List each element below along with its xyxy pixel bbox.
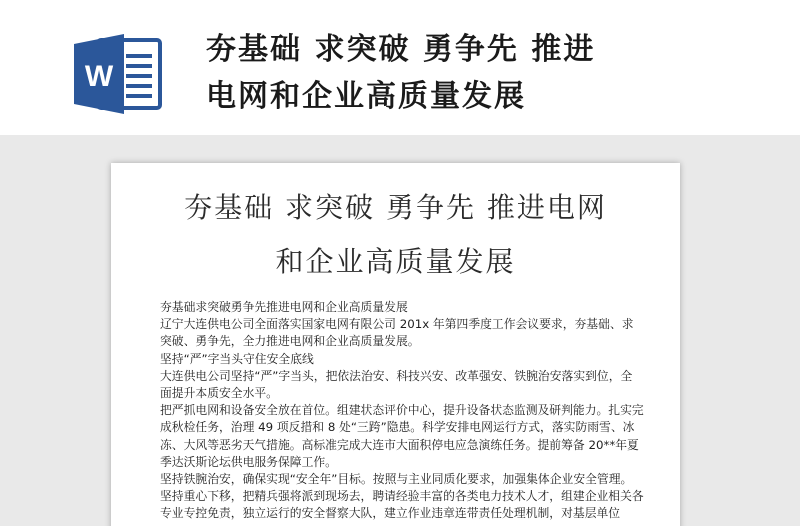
paragraph: 把严抓电网和设备安全放在首位。组建状态评价中心，提升设备状态监测及研判能力。扎实完成秋检任务，治理 49 项反措和 8 处“三跨”隐患。科学安排电网运行方式，落实防雨雪、冰冻、大风等恶劣天气措施。高标准完成大连市大面积停电应急演练任务。提前筹备 20**年夏季达沃斯论坛供电服务保障工作。 [160,403,644,469]
word-icon [68,28,168,118]
paragraph: 坚持“严”字当头守住安全底线 [160,351,314,366]
paragraph: 辽宁大连供电公司全面落实国家电网有限公司 201x 年第四季度工作会议要求，夯基础、求突破、勇争先，全力推进电网和企业高质量发展。 [160,317,634,349]
document-title-line-1: 夯基础 求突破 勇争先 推进电网 [184,191,607,224]
document-title-line-2: 和企业高质量发展 [275,245,516,278]
paragraph: 坚持铁腕治安，确保实现“安全年”目标。按照与主业同质化要求，加强集体企业安全管理。坚持重心下移，把精兵强将派到现场去，聘请经验丰富的各类电力技术人才，组建企业相关各专业专控免责，独立运行的安全督察大队，建立作业违章连带责任处理机制，对基层单位 [160,472,644,521]
paragraph: 夯基础求突破勇争先推进电网和企业高质量发展 [160,300,408,314]
page-title [206,26,766,120]
page-title-line-1: 夯基础 求突破 勇争先 推进 [206,32,596,67]
word-icon-letter: W [84,60,114,93]
document-body [160,299,644,523]
page-title-line-2: 电网和企业高质量发展 [206,79,526,114]
document-page [111,163,680,526]
document-title [111,181,680,289]
paragraph: 大连供电公司坚持“严”字当头，把依法治安、科技兴安、改革强安、铁腕治安落实到位，全面提升本质安全水平。 [160,368,633,401]
